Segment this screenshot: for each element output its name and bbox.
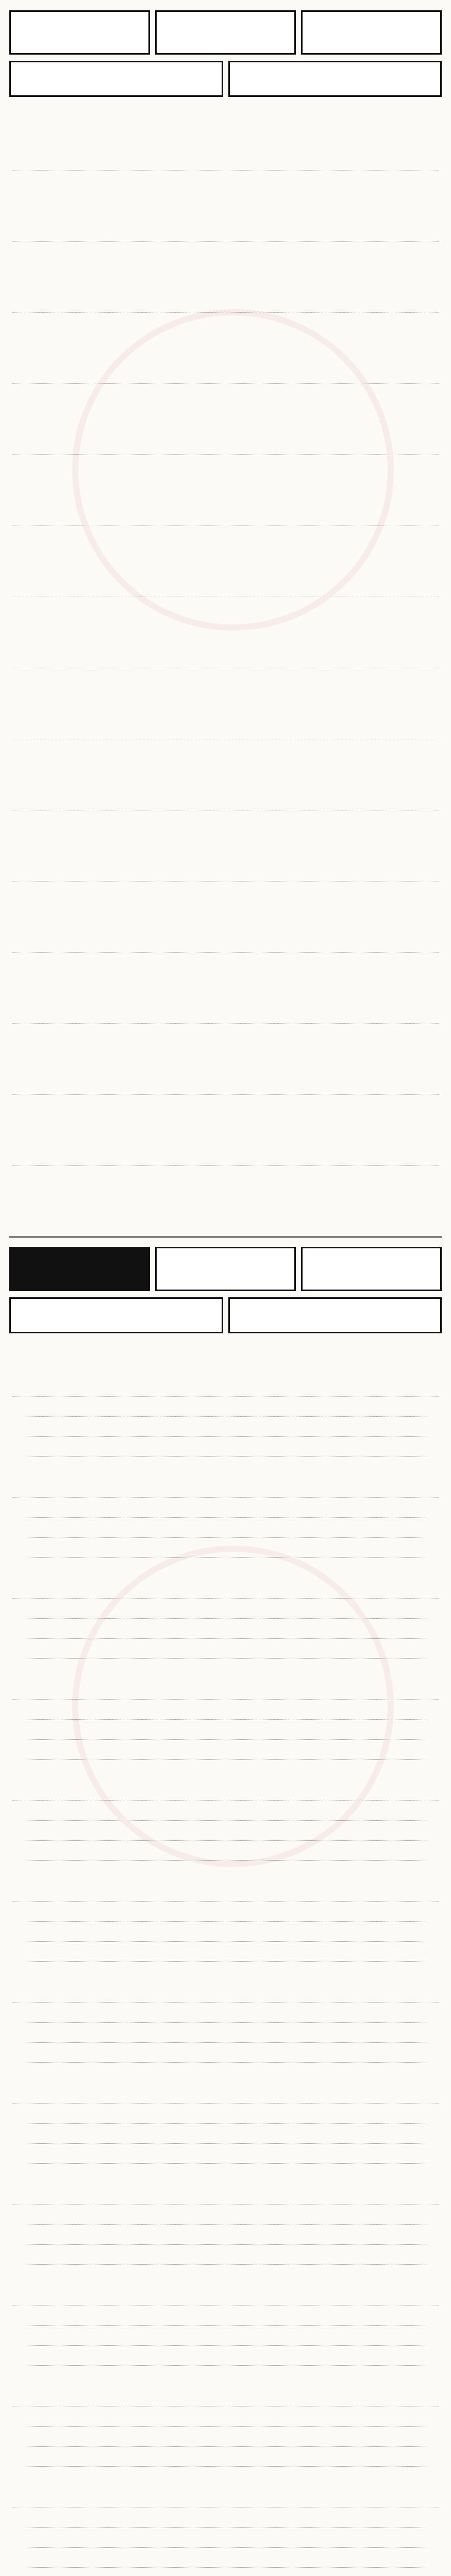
answer-line: [25, 1518, 426, 1538]
mcq-option: [332, 317, 439, 331]
answer-line: [25, 2548, 426, 2568]
mcq-option: [12, 246, 119, 260]
mcq-option: [226, 815, 332, 829]
subjective-text: [12, 1785, 439, 1801]
mcq-question: [12, 866, 439, 900]
part2-subheader: [9, 1297, 442, 1333]
answer-line: [25, 2406, 426, 2427]
mcq-question: [12, 723, 439, 758]
mcq-option: [119, 886, 226, 900]
mcq-options: [12, 743, 439, 758]
part2-header-box-2: [155, 1247, 296, 1291]
answer-line: [25, 2225, 426, 2245]
answer-line: [25, 2043, 426, 2063]
answer-line: [25, 1397, 426, 1417]
subjective-text: [12, 1886, 439, 1902]
mcq-options: [12, 815, 439, 829]
subjective-text: [12, 1381, 439, 1397]
subjective-text: [12, 1583, 439, 1599]
mcq-stem: [12, 1150, 439, 1166]
mcq-options: [12, 175, 439, 189]
mcq-options: [12, 886, 439, 900]
mcq-option: [332, 175, 439, 189]
subjective-question: [12, 1684, 439, 1760]
answer-line: [25, 1942, 426, 1962]
answer-line: [25, 2124, 426, 2144]
mcq-option: [332, 815, 439, 829]
subjective-text: [12, 1987, 439, 2003]
mcq-options: [12, 1028, 439, 1042]
answer-line: [25, 1619, 426, 1639]
mcq-option: [119, 246, 226, 260]
mcq-option: [332, 1170, 439, 1184]
mcq-option: [332, 743, 439, 758]
answer-line: [25, 2205, 426, 2225]
mcq-option: [12, 957, 119, 971]
answer-line: [25, 2245, 426, 2265]
part1-header-box-2: [155, 10, 296, 55]
mcq-option: [226, 743, 332, 758]
subjective-question: [12, 2492, 439, 2568]
mcq-option: [226, 175, 332, 189]
part1-header-box-1: [9, 10, 150, 55]
subjective-text: [12, 1684, 439, 1700]
subjective-text: [12, 2189, 439, 2205]
answer-line: [25, 1639, 426, 1659]
mcq-question: [12, 1079, 439, 1113]
answer-line: [25, 2104, 426, 2124]
mcq-stem: [12, 794, 439, 810]
mcq-option: [12, 1099, 119, 1113]
mcq-question: [12, 1150, 439, 1184]
mcq-question: [12, 937, 439, 971]
answer-line: [25, 1801, 426, 1821]
watermark-logo: [72, 309, 394, 631]
mcq-options: [12, 246, 439, 260]
mcq-options: [12, 672, 439, 687]
part-divider: [9, 1236, 442, 1238]
mcq-option: [332, 1099, 439, 1113]
subjective-question: [12, 2391, 439, 2467]
mcq-option: [12, 1170, 119, 1184]
mcq-option: [332, 246, 439, 260]
mcq-option: [119, 1028, 226, 1042]
mcq-option: [119, 175, 226, 189]
mcq-stem: [12, 226, 439, 242]
mcq-option: [12, 886, 119, 900]
mcq-option: [226, 1170, 332, 1184]
mcq-question: [12, 1008, 439, 1042]
subjective-text: [12, 2492, 439, 2507]
mcq-option: [12, 672, 119, 687]
part2-sub-box-1: [9, 1297, 223, 1333]
answer-line: [25, 2003, 426, 2023]
mcq-stem: [12, 1008, 439, 1024]
mcq-option: [12, 601, 119, 616]
answer-line: [25, 1922, 426, 1942]
answer-line: [25, 1599, 426, 1619]
answer-line: [25, 1538, 426, 1558]
subjective-question: [12, 2290, 439, 2366]
mcq-option: [12, 1028, 119, 1042]
answer-line: [25, 2447, 426, 2467]
subjective-question: [12, 2189, 439, 2265]
subjective-question: [12, 1381, 439, 1457]
mcq-options: [12, 957, 439, 971]
mcq-option: [12, 175, 119, 189]
mcq-option: [226, 1028, 332, 1042]
mcq-question: [12, 226, 439, 260]
mcq-stem: [12, 652, 439, 668]
subjective-question: [12, 1987, 439, 2063]
answer-line: [25, 2326, 426, 2346]
subjective-question: [12, 1583, 439, 1659]
part2-sub-box-2: [228, 1297, 442, 1333]
answer-line: [25, 2528, 426, 2548]
mcq-options: [12, 1099, 439, 1113]
answer-line: [25, 1902, 426, 1922]
mcq-option: [119, 1099, 226, 1113]
answer-line: [25, 1437, 426, 1457]
mcq-option: [226, 957, 332, 971]
answer-line: [25, 1417, 426, 1437]
mcq-question: [12, 652, 439, 687]
answer-line: [25, 2427, 426, 2447]
answer-line: [25, 2023, 426, 2043]
subjective-text: [12, 2088, 439, 2104]
mcq-option: [332, 1028, 439, 1042]
answer-line: [25, 1498, 426, 1518]
mcq-question: [12, 794, 439, 829]
mcq-option: [332, 672, 439, 687]
mcq-option: [332, 957, 439, 971]
part2-header: [9, 1247, 442, 1291]
mcq-option: [226, 672, 332, 687]
mcq-option: [119, 815, 226, 829]
answer-line: [25, 1821, 426, 1841]
answer-line: [25, 2507, 426, 2528]
subjective-question: [12, 2088, 439, 2164]
part2-header-box-3: [301, 1247, 442, 1291]
part1-sub-box-1: [9, 61, 223, 97]
answer-line: [25, 1700, 426, 1720]
answer-line: [25, 1720, 426, 1740]
mcq-option: [119, 672, 226, 687]
mcq-option: [226, 886, 332, 900]
answer-line: [25, 2346, 426, 2366]
mcq-option: [12, 743, 119, 758]
subjective-text: [12, 1482, 439, 1498]
mcq-options: [12, 1170, 439, 1184]
subjective-text: [12, 2290, 439, 2306]
part1-sub-box-2: [228, 61, 442, 97]
mcq-option: [119, 1170, 226, 1184]
mcq-option: [12, 815, 119, 829]
answer-line: [25, 1740, 426, 1760]
subjective-question: [12, 1482, 439, 1558]
mcq-option: [119, 743, 226, 758]
mcq-stem: [12, 866, 439, 882]
mcq-option: [226, 1099, 332, 1113]
part1-header-box-3: [301, 10, 442, 55]
mcq-option: [332, 886, 439, 900]
part1-subheader: [9, 61, 442, 97]
mcq-option: [119, 957, 226, 971]
subjective-question: [12, 1785, 439, 1861]
mcq-option: [12, 317, 119, 331]
mcq-option: [332, 601, 439, 616]
part1-header: [9, 10, 442, 55]
answer-line: [25, 2306, 426, 2326]
mcq-stem: [12, 937, 439, 953]
mcq-option: [226, 246, 332, 260]
mcq-question: [12, 155, 439, 189]
answer-line: [25, 2144, 426, 2164]
mcq-stem: [12, 1079, 439, 1095]
subjective-question: [12, 1886, 439, 1962]
subjective-text: [12, 2391, 439, 2406]
mcq-stem: [12, 723, 439, 739]
part2-header-box-1: [9, 1247, 150, 1291]
mcq-stem: [12, 155, 439, 171]
answer-line: [25, 1841, 426, 1861]
